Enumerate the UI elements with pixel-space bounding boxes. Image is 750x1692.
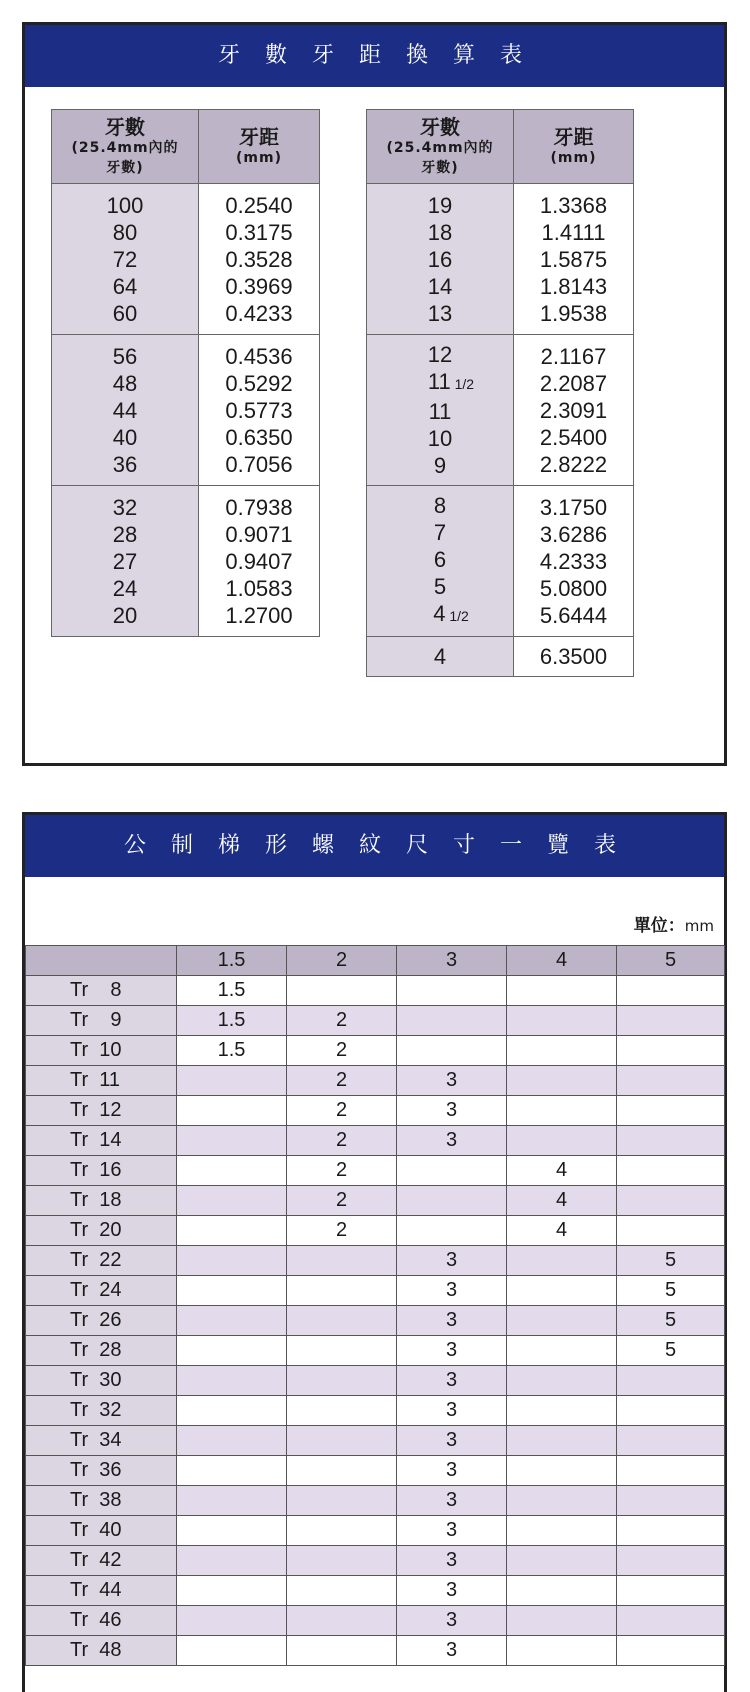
pitch-value: 0.3528 [225,246,293,272]
pitch-cell [177,1366,287,1396]
pitch-cell [177,1516,287,1546]
pitch-value: 0.5292 [225,370,293,396]
pitch-value: 6.3500 [539,644,608,669]
table-row [26,1006,725,1036]
pitch-cell: 1.5 [177,1036,287,1066]
pitch-cell [507,976,617,1006]
pitch-cell [287,1276,397,1306]
thread-count: 4 1/2 [433,601,469,626]
table-row [26,1336,725,1366]
pitch-header: 牙距 (mm) [199,110,320,184]
thread-count: 20 [112,602,138,628]
trapezoidal-thread-panel [22,812,727,1692]
table-row [26,1576,725,1606]
thread-count: 11 1/2 [427,369,475,394]
pitch-cell [507,1366,617,1396]
pitch-value: 0.4536 [225,343,293,369]
pitch-value: 0.2540 [225,192,293,218]
table-row [26,1546,725,1576]
pitch-value: 0.3175 [225,219,293,245]
thread-count-cell [52,184,199,335]
pitch-cell: 5 [617,1276,725,1306]
table-row [26,1216,725,1246]
thread-size-label: Tr 22 [26,1246,177,1276]
thread-pitch-conversion-panel [22,22,727,766]
thread-size-label: Tr 9 [26,1006,177,1036]
pitch-cell: 3 [397,1066,507,1096]
pitch-cell [617,1426,725,1456]
thread-count: 27 [112,548,138,574]
pitch-cell [177,1276,287,1306]
pitch-cell [287,1516,397,1546]
pitch-value: 2.1167 [540,343,607,369]
pitch-cell [397,1006,507,1036]
pitch-cell [507,1606,617,1636]
pitch-cell [617,1186,725,1216]
pitch-cell [397,1186,507,1216]
pitch-cell [287,1606,397,1636]
pitch-cell [177,1336,287,1366]
pitch-cell: 4 [507,1156,617,1186]
fraction: 1/2 [445,608,469,624]
table-row [26,1366,725,1396]
pitch-cell [507,1036,617,1066]
pitch-cell [507,1396,617,1426]
pitch-cell: 2 [287,1216,397,1246]
thread-count: 4 [433,644,447,669]
thread-count-cell [367,637,514,677]
table-row [26,1456,725,1486]
pitch-cell [177,1546,287,1576]
table-row [26,1606,725,1636]
pitch-value: 2.5400 [539,424,608,450]
pitch-cell [617,1396,725,1426]
pitch-cell [617,1486,725,1516]
thread-count: 56 [112,343,138,369]
thread-count: 64 [112,273,138,299]
pitch-cell [287,1246,397,1276]
pitch-cell: 2 [287,1066,397,1096]
pitch-cell: 5 [617,1336,725,1366]
pitch-value: 3.1750 [539,494,608,520]
pitch-cell [199,486,320,637]
conversion-group [367,335,634,486]
thread-size-label: Tr 40 [26,1516,177,1546]
pitch-value: 1.4111 [541,219,606,245]
thread-size-label: Tr 20 [26,1216,177,1246]
pitch-cell [617,1006,725,1036]
pitch-cell: 5 [617,1246,725,1276]
pitch-cell [199,335,320,486]
pitch-value: 1.0583 [225,575,293,601]
pitch-cell [287,1486,397,1516]
pitch-cell [617,1366,725,1396]
thread-size-label: Tr 48 [26,1636,177,1666]
pitch-cell [287,1336,397,1366]
pitch-cell [617,1156,725,1186]
pitch-value: 0.9407 [225,548,293,574]
table-row [26,1306,725,1336]
pitch-cell [287,1396,397,1426]
pitch-cell: 3 [397,1096,507,1126]
pitch-cell [287,976,397,1006]
pitch-cell [177,1606,287,1636]
pitch-cell [177,1486,287,1516]
table-row [26,1156,725,1186]
thread-size-label: Tr 26 [26,1306,177,1336]
pitch-cell: 1.5 [177,1006,287,1036]
thread-count: 60 [112,300,138,326]
pitch-cell [287,1306,397,1336]
pitch-cell [507,1066,617,1096]
conversion-table-left [51,109,320,637]
unit-note [25,877,724,945]
pitch-cell [507,1006,617,1036]
pitch-value: 0.7938 [225,494,293,520]
pitch-cell [617,976,725,1006]
pitch-cell [507,1336,617,1366]
pitch-column-header: 3 [397,946,507,976]
pitch-cell [177,1456,287,1486]
thread-size-label: Tr 34 [26,1426,177,1456]
thread-size-label: Tr 8 [26,976,177,1006]
thread-size-label: Tr 10 [26,1036,177,1066]
pitch-cell [287,1546,397,1576]
pitch-cell [617,1606,725,1636]
conversion-group [52,335,320,486]
pitch-cell [177,1306,287,1336]
thread-size-label: Tr 36 [26,1456,177,1486]
thread-size-label: Tr 30 [26,1366,177,1396]
conversion-group [52,184,320,335]
pitch-cell: 3 [397,1246,507,1276]
pitch-cell: 2 [287,1156,397,1186]
pitch-cell: 2 [287,1096,397,1126]
thread-count: 11 [428,399,452,424]
conversion-group [367,486,634,637]
table-row [26,1516,725,1546]
pitch-cell [287,1456,397,1486]
conversion-group [367,637,634,677]
pitch-cell [177,1396,287,1426]
thread-count: 44 [112,397,138,423]
count-header: 牙數 (25.4mm內的 牙數) [52,110,199,184]
thread-size-label: Tr 28 [26,1336,177,1366]
thread-count: 8 [433,493,447,518]
thread-size-label: Tr 18 [26,1186,177,1216]
pitch-cell [287,1636,397,1666]
thread-size-label: Tr 16 [26,1156,177,1186]
pitch-cell [507,1096,617,1126]
pitch-cell: 3 [397,1636,507,1666]
table-row [26,1126,725,1156]
pitch-cell [514,637,634,677]
pitch-cell: 1.5 [177,976,287,1006]
pitch-value: 4.2333 [539,548,608,574]
pitch-cell: 3 [397,1366,507,1396]
pitch-value: 0.3969 [225,273,293,299]
pitch-cell [507,1486,617,1516]
pitch-cell [507,1636,617,1666]
pitch-value: 2.3091 [539,397,608,423]
pitch-value: 5.0800 [539,575,608,601]
thread-count: 16 [427,246,453,272]
pitch-cell: 3 [397,1576,507,1606]
table-row [26,1096,725,1126]
table-row [26,1396,725,1426]
thread-count-cell [52,335,199,486]
pitch-cell [507,1126,617,1156]
thread-count: 9 [433,453,447,478]
pitch-cell [177,1576,287,1606]
table-row [26,1246,725,1276]
conversion-group [367,184,634,335]
corner-header [26,946,177,976]
thread-count: 6 [433,547,447,572]
pitch-value: 1.8143 [539,273,608,299]
pitch-value: 2.8222 [539,451,608,477]
thread-size-label: Tr 11 [26,1066,177,1096]
pitch-cell [617,1126,725,1156]
thread-size-label: Tr 14 [26,1126,177,1156]
pitch-cell [617,1576,725,1606]
pitch-cell [287,1426,397,1456]
pitch-column-header: 2 [287,946,397,976]
pitch-cell: 2 [287,1036,397,1066]
pitch-cell [397,1216,507,1246]
pitch-cell: 3 [397,1486,507,1516]
pitch-value: 1.5875 [539,246,608,272]
thread-size-label: Tr 44 [26,1576,177,1606]
pitch-cell [177,1426,287,1456]
pitch-cell [617,1096,725,1126]
pitch-cell [177,1246,287,1276]
pitch-cell: 2 [287,1126,397,1156]
count-header: 牙數 (25.4mm內的 牙數) [367,110,514,184]
thread-count: 80 [112,219,138,245]
pitch-cell [397,976,507,1006]
unit-value: mm [684,917,714,935]
pitch-cell [507,1576,617,1606]
pitch-value: 0.4233 [225,300,293,326]
thread-count: 19 [427,192,453,218]
thread-count: 7 [433,520,447,545]
pitch-cell [617,1066,725,1096]
pitch-cell [177,1216,287,1246]
thread-count-cell [367,335,514,486]
pitch-cell [507,1546,617,1576]
thread-count-cell [367,486,514,637]
thread-size-label: Tr 12 [26,1096,177,1126]
pitch-cell: 3 [397,1546,507,1576]
thread-count: 12 [427,342,453,367]
pitch-cell: 3 [397,1336,507,1366]
table-row [26,1276,725,1306]
pitch-cell [177,1636,287,1666]
thread-size-label: Tr 42 [26,1546,177,1576]
table-row [26,1426,725,1456]
pitch-cell [514,486,634,637]
thread-count: 48 [112,370,138,396]
pitch-cell: 2 [287,1186,397,1216]
trapezoidal-thread-table [25,945,725,1666]
thread-count: 14 [427,273,453,299]
pitch-value: 5.6444 [539,602,608,628]
pitch-cell [397,1036,507,1066]
pitch-value: 2.2087 [539,370,608,396]
pitch-cell [177,1066,287,1096]
pitch-column-header: 4 [507,946,617,976]
pitch-cell [514,335,634,486]
fraction: 1/2 [450,376,475,392]
pitch-cell: 3 [397,1396,507,1426]
pitch-column-header: 1.5 [177,946,287,976]
thread-count: 13 [427,300,453,326]
pitch-cell: 3 [397,1276,507,1306]
thread-count: 32 [112,494,138,520]
pitch-value: 1.9538 [539,300,608,326]
thread-count-cell [52,486,199,637]
pitch-cell [397,1156,507,1186]
pitch-cell [177,1186,287,1216]
table-row [26,1486,725,1516]
pitch-cell [507,1276,617,1306]
pitch-cell: 3 [397,1126,507,1156]
pitch-cell [617,1036,725,1066]
thread-count: 18 [427,219,453,245]
pitch-cell: 3 [397,1306,507,1336]
pitch-cell [617,1516,725,1546]
pitch-cell [287,1576,397,1606]
pitch-cell: 3 [397,1456,507,1486]
thread-count: 36 [112,451,138,477]
conversion-table-right [366,109,634,677]
pitch-cell: 3 [397,1426,507,1456]
pitch-cell: 3 [397,1516,507,1546]
thread-size-label: Tr 38 [26,1486,177,1516]
pitch-cell [177,1156,287,1186]
thread-count: 28 [112,521,138,547]
pitch-cell [507,1246,617,1276]
table-row [26,1186,725,1216]
pitch-value: 0.6350 [225,424,293,450]
pitch-value: 0.9071 [225,521,293,547]
pitch-cell [199,184,320,335]
thread-count: 24 [112,575,138,601]
pitch-cell [177,1096,287,1126]
pitch-value: 1.2700 [225,602,293,628]
table-row [26,1036,725,1066]
pitch-cell [507,1456,617,1486]
thread-size-label: Tr 32 [26,1396,177,1426]
pitch-cell: 4 [507,1216,617,1246]
pitch-value: 0.5773 [225,397,293,423]
conversion-group [52,486,320,637]
pitch-value: 3.6286 [539,521,608,547]
pitch-cell [514,184,634,335]
table-row [26,976,725,1006]
thread-count: 5 [433,574,447,599]
pitch-cell [507,1516,617,1546]
pitch-cell [177,1126,287,1156]
thread-count: 72 [112,246,138,272]
pitch-cell: 5 [617,1306,725,1336]
thread-size-label: Tr 46 [26,1606,177,1636]
table-row [26,1066,725,1096]
thread-count: 100 [106,192,144,218]
thread-count-cell [367,184,514,335]
pitch-value: 0.7056 [225,451,293,477]
pitch-cell [507,1306,617,1336]
panel-title: 公 制 梯 形 螺 紋 尺 寸 一 覽 表 [25,815,724,877]
pitch-cell [617,1456,725,1486]
pitch-cell [617,1546,725,1576]
pitch-column-header: 5 [617,946,725,976]
table-row [26,1636,725,1666]
pitch-value: 1.3368 [539,192,608,218]
pitch-cell [617,1216,725,1246]
thread-size-label: Tr 24 [26,1276,177,1306]
unit-label: 單位： [633,916,685,936]
pitch-cell [287,1366,397,1396]
pitch-cell: 3 [397,1606,507,1636]
pitch-cell: 2 [287,1006,397,1036]
pitch-header: 牙距 (mm) [514,110,634,184]
pitch-cell [507,1426,617,1456]
pitch-cell [617,1636,725,1666]
panel-title: 牙 數 牙 距 換 算 表 [25,25,724,87]
thread-count: 10 [427,426,453,451]
thread-count: 40 [112,424,138,450]
pitch-cell: 4 [507,1186,617,1216]
